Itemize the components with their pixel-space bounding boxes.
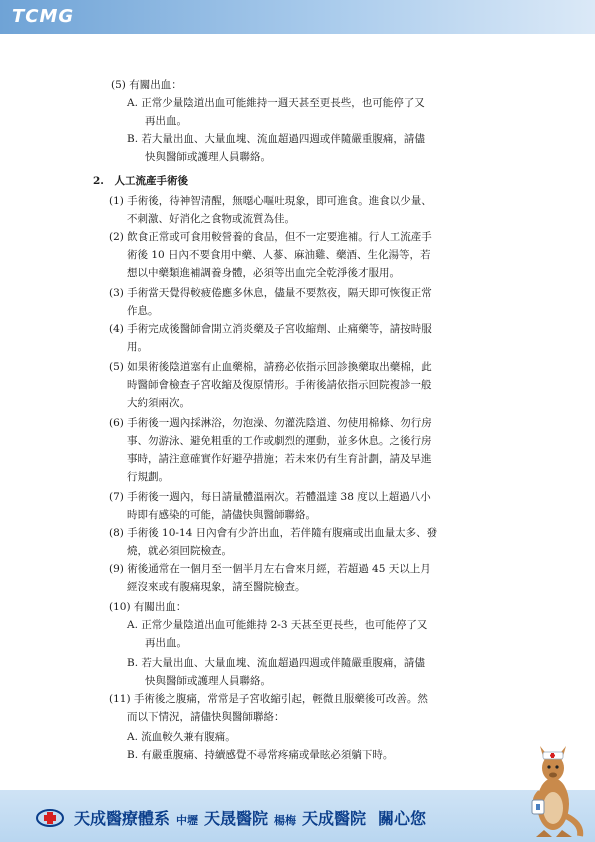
text-line: (10) 有關出血： xyxy=(109,601,187,613)
text-line: (1) 手術後，待神智清醒，無噁心嘔吐現象，即可進食。進食以少量、 xyxy=(109,195,432,207)
text-line: 時醫師會檢查子宮收縮及復原情形。手術後請依指示回院複診一般 xyxy=(127,379,432,391)
text-line: (11) 手術後之腹痛，常常是子宮收縮引起，輕微且服藥後可改善。然 xyxy=(109,693,428,705)
text-line: 大約須兩次。 xyxy=(127,397,190,409)
text-line: 不刺激、好消化之食物或流質為佳。 xyxy=(127,213,295,225)
text-line: (4) 手術完成後醫師會開立消炎藥及子宮收縮劑、止痛藥等，請按時服 xyxy=(109,323,432,335)
text-line: (9) 術後通常在一個月至一個半月左右會來月經，若超過 45 天以上月 xyxy=(109,563,431,575)
hospital-1: 天晟醫院 xyxy=(204,809,269,828)
hospital-brand xyxy=(36,806,426,829)
location-1: 中壢 xyxy=(176,814,199,827)
text-line: 術後 10 日內不要食用中藥、人蔘、麻油雞、藥酒、生化湯等，若 xyxy=(127,249,431,261)
text-line: 用。 xyxy=(127,341,148,353)
text-line: 想以中藥類進補調養身體，必須等出血完全乾淨後才服用。 xyxy=(127,267,400,279)
text-line: 快與醫師或護理人員聯絡。 xyxy=(145,675,271,687)
text-line: (6) 手術後一週內採淋浴，勿泡澡、勿灌洗陰道、勿使用棉條、勿行房 xyxy=(109,417,432,429)
text-line: 燒，就必須回院檢查。 xyxy=(127,545,232,557)
section-heading: 2. 人工流產手術後 xyxy=(93,175,188,187)
text-line: 事時，請注意確實作好避孕措施；若未來仍有生育計劃，請及早進 xyxy=(127,453,432,465)
text-line: (5) 如果術後陰道塞有止血藥棉，請務必依指示回診換藥取出藥棉，此 xyxy=(109,361,432,373)
text-line: A. 正常少量陰道出血可能維持一週天甚至更長些，也可能停了又 xyxy=(127,97,425,109)
text-line: 再出血。 xyxy=(145,115,187,127)
text-line: 再出血。 xyxy=(145,637,187,649)
tcmg-logo: TCMG xyxy=(12,6,75,27)
text-line: (5) 有關出血： xyxy=(111,79,182,91)
text-line: A. 正常少量陰道出血可能維持 2-3 天甚至更長些，也可能停了又 xyxy=(127,619,428,631)
footer-bar xyxy=(0,790,595,842)
system-name: 天成醫療體系 xyxy=(74,809,171,828)
text-line: 作息。 xyxy=(127,305,159,317)
text-line: B. 有嚴重腹痛、持續感覺不尋常疼痛或暈眩必須躺下時。 xyxy=(127,749,394,761)
text-line: 時即有感染的可能，請儘快與醫師聯絡。 xyxy=(127,509,316,521)
header-bar xyxy=(0,0,595,34)
text-line: 行規劃。 xyxy=(127,471,169,483)
text-line: (2) 飲食正常或可食用較營養的食品，但不一定要進補。行人工流產手 xyxy=(109,231,432,243)
text-line: A. 流血較久兼有腹痛。 xyxy=(127,731,236,743)
text-line: 快與醫師或護理人員聯絡。 xyxy=(145,151,271,163)
text-line: (8) 手術後 10-14 日內會有少許出血，若伴隨有腹痛或出血量太多、發 xyxy=(109,527,438,539)
hospital-cross-icon xyxy=(36,809,64,827)
text-line: 經沒來或有腹痛現象，請至醫院檢查。 xyxy=(127,581,306,593)
text-line: (7) 手術後一週內，每日請量體溫兩次。若體溫達 38 度以上超過八小 xyxy=(109,491,431,503)
text-line: B. 若大量出血、大量血塊、流血超過四週或伴隨嚴重腹痛，請儘 xyxy=(127,657,425,669)
text-line: B. 若大量出血、大量血塊、流血超過四週或伴隨嚴重腹痛，請儘 xyxy=(127,133,425,145)
text-line: 事、勿游泳、避免粗重的工作或劇烈的運動，並多休息。之後行房 xyxy=(127,435,432,447)
hospital-2: 天成醫院 xyxy=(302,809,367,828)
care-slogan: 關心您 xyxy=(378,809,427,828)
text-line: 而以下情況，請儘快與醫師聯絡： xyxy=(127,711,285,723)
location-2: 楊梅 xyxy=(274,814,297,827)
text-line: (3) 手術當天覺得較疲倦應多休息，儘量不要熬夜，隔天即可恢復正常 xyxy=(109,287,432,299)
kangaroo-nurse-mascot-icon xyxy=(522,742,584,838)
